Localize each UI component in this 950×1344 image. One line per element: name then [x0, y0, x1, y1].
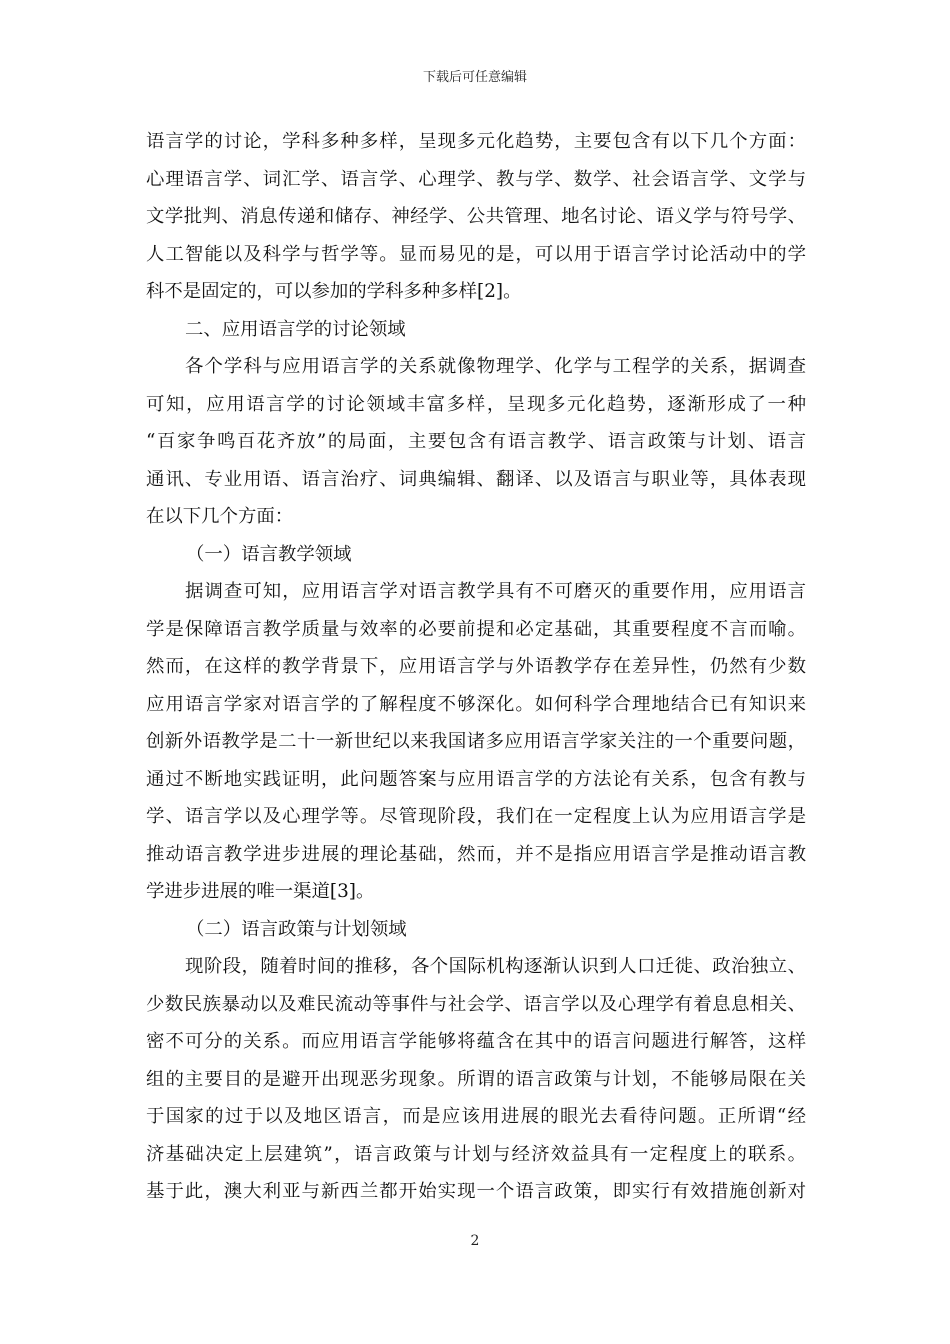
body-line: 学、语言学以及心理学等。尽管现阶段，我们在一定程度上认为应用语言学是: [146, 806, 806, 827]
body-line: 心理语言学、词汇学、语言学、心理学、教与学、数学、社会语言学、文学与: [146, 168, 806, 190]
paragraph-first-line: 据调查可知，应用语言学对语言教学具有不可磨灭的重要作用，应用语言: [185, 581, 806, 602]
body-line: 济基础决定上层建筑”，语言政策与计划与经济效益具有一定程度上的联系。: [146, 1143, 806, 1165]
document-body: [146, 123, 806, 1211]
subsection-heading: （一）语言教学领域: [186, 543, 352, 565]
subsection-heading: （二）语言政策与计划领域: [186, 918, 407, 940]
body-line: 组的主要目的是避开出现恶劣现象。所谓的语言政策与计划，不能够局限在关: [146, 1068, 806, 1090]
body-line: 语言学的讨论，学科多种多样，呈现多元化趋势，主要包含有以下几个方面：: [146, 131, 806, 152]
section-heading: 二、应用语言学的讨论领域: [185, 318, 406, 340]
body-line: 少数民族暴动以及难民流动等事件与社会学、语言学以及心理学有着息息相关、: [146, 993, 806, 1015]
body-line: 文学批判、消息传递和储存、神经学、公共管理、地名讨论、语义学与符号学、: [146, 206, 806, 227]
body-line: 推动语言教学进步进展的理论基础，然而，并不是指应用语言学是推动语言教: [146, 843, 806, 865]
paragraph-first-line: 各个学科与应用语言学的关系就像物理学、化学与工程学的关系，据调查: [185, 356, 806, 377]
body-line: “百家争鸣百花齐放”的局面，主要包含有语言教学、语言政策与计划、语言: [146, 431, 806, 452]
body-line: 创新外语教学是二十一新世纪以来我国诸多应用语言学家关注的一个重要问题，: [146, 731, 806, 752]
body-line: 通过不断地实践证明，此问题答案与应用语言学的方法论有关系，包含有教与: [146, 768, 806, 790]
paragraph-first-line: 现阶段，随着时间的推移，各个国际机构逐渐认识到人口迁徙、政治独立、: [185, 956, 806, 977]
body-line: 学是保障语言教学质量与效率的必要前提和必定基础，其重要程度不言而喻。: [146, 618, 806, 640]
body-line: 可知，应用语言学的讨论领域丰富多样，呈现多元化趋势，逐渐形成了一种: [146, 393, 806, 415]
page-header: 下载后可任意编辑: [422, 70, 527, 85]
body-line: 通讯、专业用语、语言治疗、词典编辑、翻译、以及语言与职业等，具体表现: [146, 468, 806, 490]
body-line: 于国家的过于以及地区语言，而是应该用进展的眼光去看待问题。正所谓“经: [146, 1106, 806, 1127]
body-line: 然而，在这样的教学背景下，应用语言学与外语教学存在差异性，仍然有少数: [146, 656, 806, 677]
page-number: 2: [470, 1233, 480, 1249]
body-line: 人工智能以及科学与哲学等。显而易见的是，可以用于语言学讨论活动中的学: [146, 243, 806, 265]
body-line: 密不可分的关系。而应用语言学能够将蕴含在其中的语言问题进行解答，这样: [146, 1031, 806, 1052]
body-line: 在以下几个方面：: [146, 506, 294, 527]
body-line: 基于此，澳大利亚与新西兰都开始实现一个语言政策，即实行有效措施创新对: [146, 1181, 806, 1202]
body-line: 科不是固定的，可以参加的学科多种多样[2]。: [146, 281, 522, 302]
body-line: 应用语言学家对语言学的了解程度不够深化。如何科学合理地结合已有知识来: [146, 693, 806, 715]
body-line: 学进步进展的唯一渠道[3]。: [146, 881, 375, 902]
